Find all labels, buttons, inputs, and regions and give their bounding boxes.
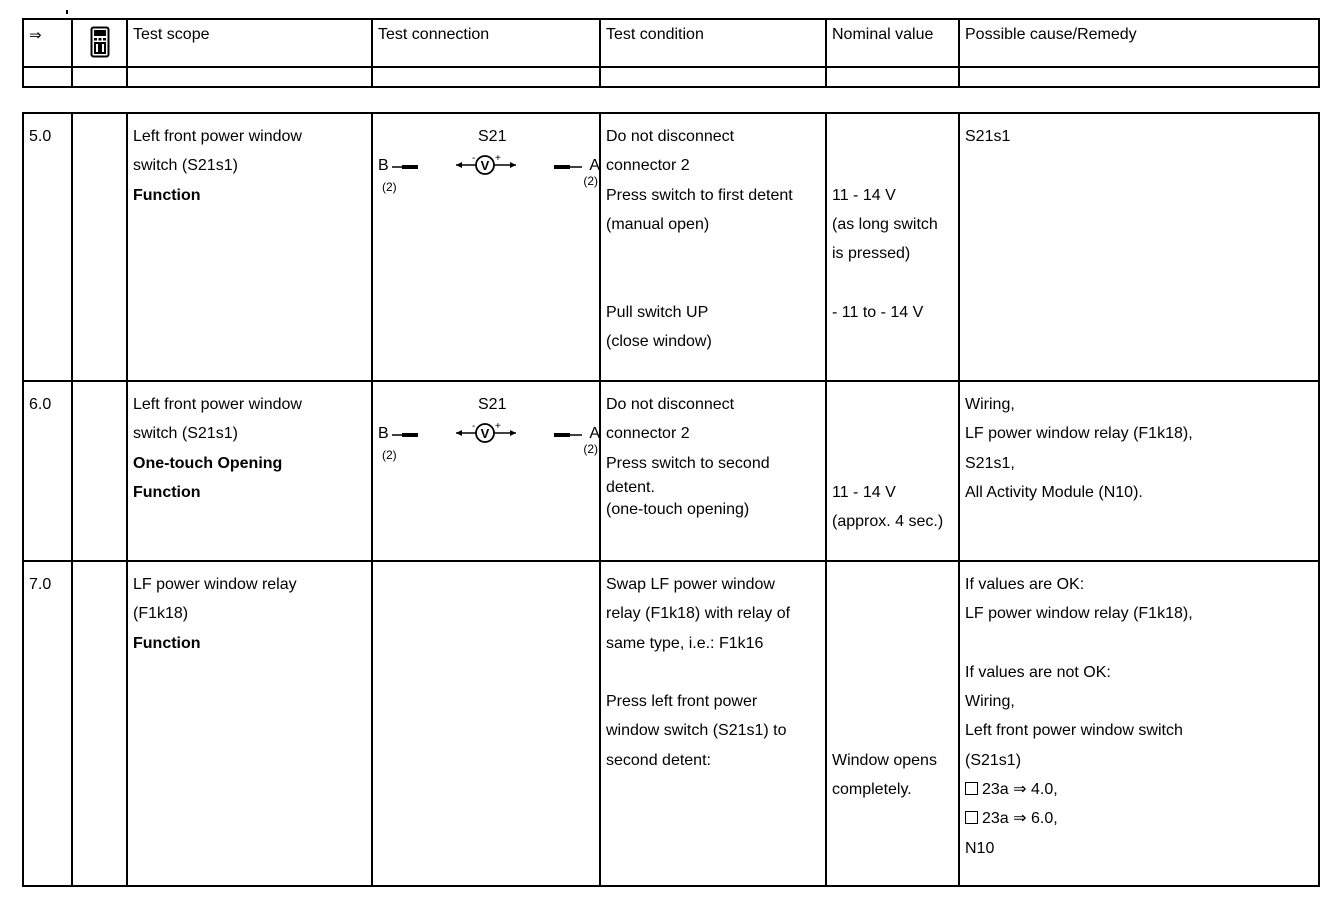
header-test-scope: Test scope: [127, 19, 372, 67]
reference-link-6[interactable]: 23a ⇒ 6.0,: [965, 804, 1313, 833]
checkbox-icon: [965, 811, 978, 824]
lead-a-icon: [554, 432, 584, 438]
pin-left: (2): [382, 448, 397, 462]
nominal-value-cell: 11 - 14 V (as long switch is pressed) - 11 to - 14 V: [826, 113, 959, 381]
test-condition-cell: Swap LF power window relay (F1k18) with relay of same type, i.e.: F1k16 Press left front power window switch (S21s1) to second detent:: [600, 561, 826, 886]
svg-text:+: +: [495, 153, 501, 164]
test-connection-cell: [372, 561, 600, 886]
lead-b-icon: [392, 432, 422, 438]
lead-a-icon: [554, 164, 584, 170]
header-arrow: ⇒: [23, 19, 72, 67]
header-icon-cell: [72, 19, 127, 67]
header-test-connection: Test connection: [372, 19, 600, 67]
svg-text:-: -: [472, 421, 476, 432]
header-table: [22, 18, 1320, 88]
test-scope-cell: LF power window relay (F1k18) Function: [127, 561, 372, 886]
svg-text:-: -: [472, 153, 476, 164]
connector-title: S21: [478, 128, 507, 145]
checkbox-icon: [965, 782, 978, 795]
header-remedy: Possible cause/Remedy: [959, 19, 1319, 67]
test-table: [22, 112, 1320, 887]
test-connection-cell: [372, 113, 600, 381]
terminal-b: B: [378, 425, 389, 442]
nominal-value-cell: 11 - 14 V (approx. 4 sec.): [826, 381, 959, 561]
terminal-a: A: [589, 425, 600, 442]
test-scope-cell: Left front power window switch (S21s1) Function: [127, 113, 372, 381]
terminal-a: A: [589, 157, 600, 174]
table-row: [23, 113, 1319, 381]
remedy-cell: If values are OK: LF power window relay (F1k18), If values are not OK: Wiring, Left front power window switch (S21s1) 23a ⇒ 4.0, 23a ⇒ 6.0, N10: [959, 561, 1319, 886]
test-connection-cell: [372, 381, 600, 561]
test-condition-cell: Do not disconnect connector 2 Press switch to first detent (manual open) Pull switch UP (close window): [600, 113, 826, 381]
step-number: 6.0: [23, 381, 72, 561]
svg-text:+: +: [495, 421, 501, 432]
test-scope-cell: Left front power window switch (S21s1) One-touch Opening Function: [127, 381, 372, 561]
test-condition-cell: Do not disconnect connector 2 Press switch to second detent. (one-touch opening): [600, 381, 826, 561]
svg-text:V: V: [480, 426, 490, 441]
connector-title: S21: [478, 396, 507, 413]
voltmeter-icon: [454, 420, 524, 448]
header-test-condition: Test condition: [600, 19, 826, 67]
nominal-value-cell: Window opens completely.: [826, 561, 959, 886]
terminal-b: B: [378, 157, 389, 174]
tester-icon: [90, 26, 110, 58]
reference-link-4[interactable]: 23a ⇒ 4.0,: [965, 775, 1313, 804]
svg-text:V: V: [480, 158, 490, 173]
pin-right: (2): [583, 442, 598, 456]
step-number: 5.0: [23, 113, 72, 381]
table-row: [23, 381, 1319, 561]
voltmeter-icon: [454, 152, 524, 180]
table-row: [23, 561, 1319, 886]
pin-left: (2): [382, 180, 397, 194]
step-number: 7.0: [23, 561, 72, 886]
scan-mark: [66, 10, 68, 14]
lead-b-icon: [392, 164, 422, 170]
remedy-cell: S21s1: [959, 113, 1319, 381]
header-nominal-value: Nominal value: [826, 19, 959, 67]
remedy-cell: Wiring, LF power window relay (F1k18), S21s1, All Activity Module (N10).: [959, 381, 1319, 561]
pin-right: (2): [583, 174, 598, 188]
